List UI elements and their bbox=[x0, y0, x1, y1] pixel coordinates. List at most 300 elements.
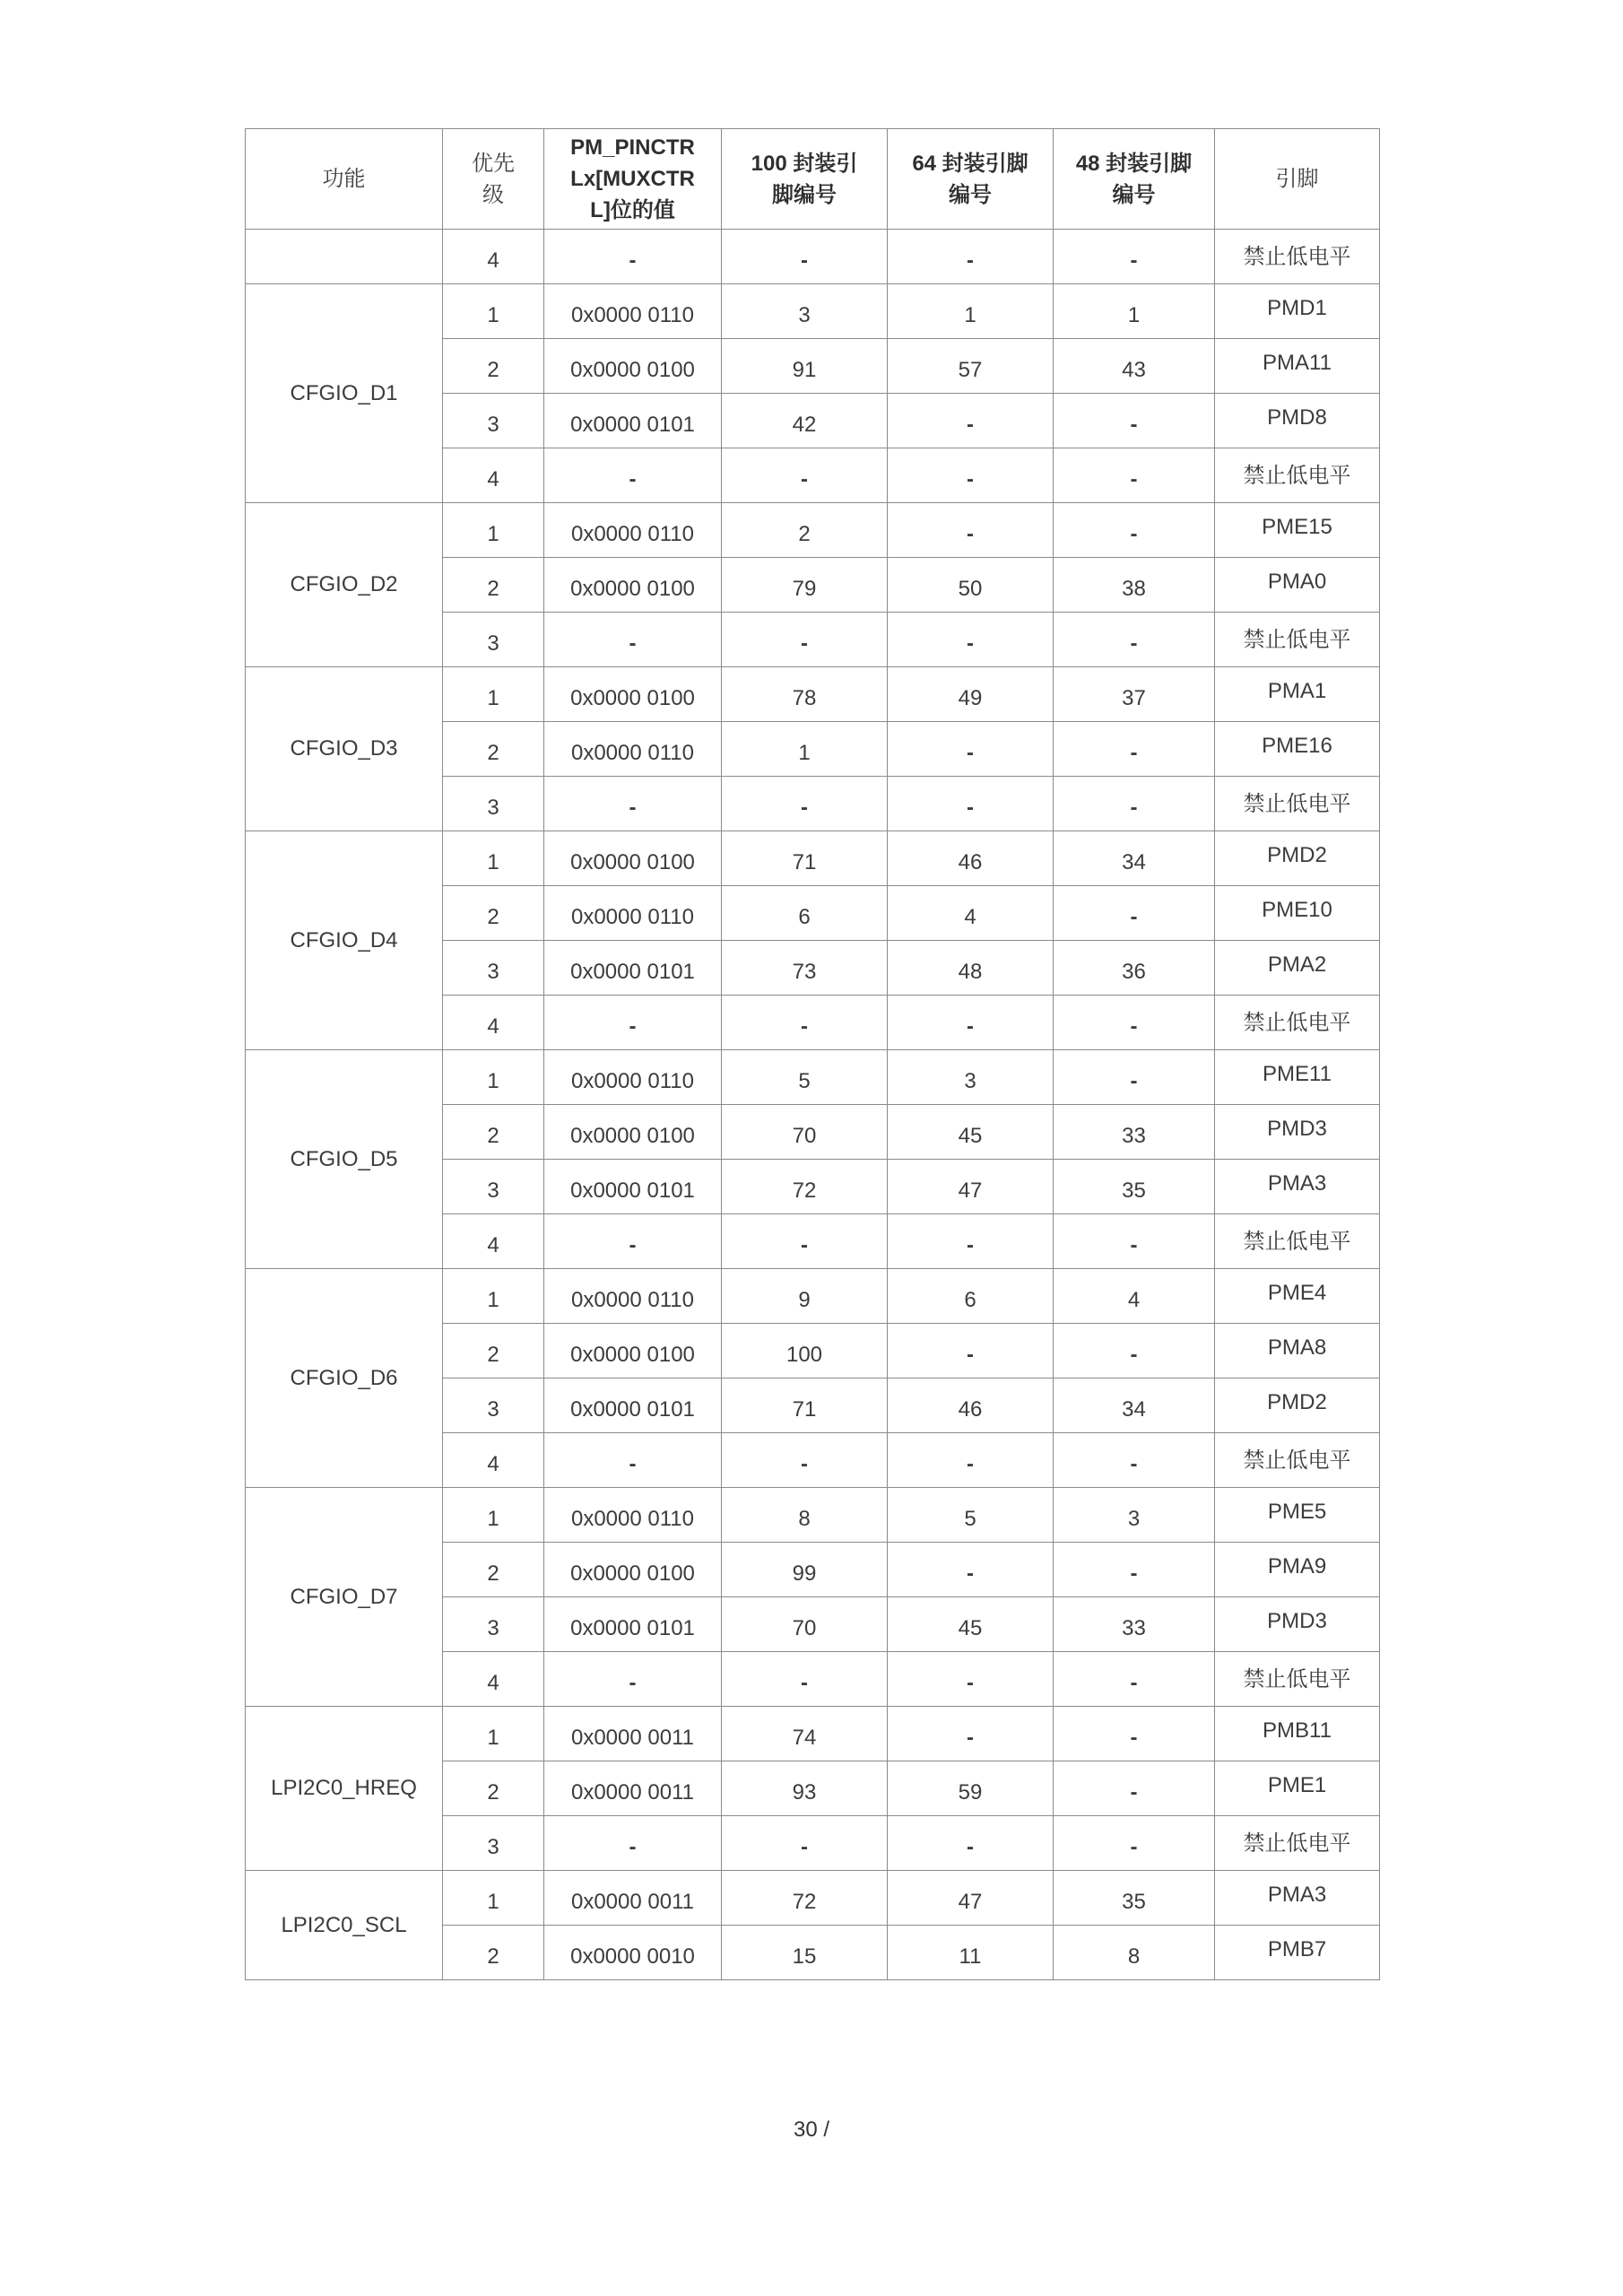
pin-cell bbox=[1215, 1488, 1380, 1543]
pkg48-text: - bbox=[1130, 1835, 1138, 1859]
pkg100-text: 99 bbox=[792, 1561, 817, 1586]
mux-value-text: 0x0000 0110 bbox=[570, 522, 694, 546]
pkg64-text: 47 bbox=[958, 1890, 983, 1914]
priority-cell bbox=[443, 941, 544, 996]
pin-text: PMA1 bbox=[1267, 679, 1327, 703]
pkg48-cell bbox=[1054, 886, 1215, 941]
priority-text: 2 bbox=[487, 1343, 499, 1367]
pkg48-text: - bbox=[1130, 796, 1138, 820]
pin-text: PMD3 bbox=[1267, 1117, 1327, 1141]
pkg100-cell bbox=[722, 1214, 888, 1269]
priority-cell bbox=[443, 1433, 544, 1488]
pin-text: 禁止低电平 bbox=[1243, 244, 1351, 269]
pkg48-cell bbox=[1054, 394, 1215, 448]
priority-cell bbox=[443, 1214, 544, 1269]
priority-text: 2 bbox=[487, 1124, 499, 1148]
priority-text: 3 bbox=[487, 413, 499, 437]
pin-text: PMA2 bbox=[1267, 952, 1327, 977]
mux-value-cell bbox=[544, 558, 722, 613]
function-name: CFGIO_D6 bbox=[290, 1365, 398, 1390]
pkg48-text: 1 bbox=[1127, 303, 1141, 327]
pkg48-cell bbox=[1054, 558, 1215, 613]
pin-text: PME16 bbox=[1262, 734, 1332, 758]
mux-value-text: - bbox=[629, 1671, 637, 1695]
pkg100-cell bbox=[722, 1816, 888, 1871]
pin-cell bbox=[1215, 284, 1380, 339]
priority-cell bbox=[443, 1543, 544, 1597]
pin-cell bbox=[1215, 394, 1380, 448]
pkg48-cell bbox=[1054, 1926, 1215, 1980]
pkg64-text: 50 bbox=[958, 577, 983, 601]
pin-cell bbox=[1215, 831, 1380, 886]
pkg64-cell bbox=[888, 1926, 1054, 1980]
priority-cell bbox=[443, 777, 544, 831]
page-number: 30 / bbox=[793, 2118, 830, 2142]
pkg100-text: 3 bbox=[798, 303, 811, 327]
pkg48-text: - bbox=[1130, 248, 1138, 273]
priority-cell bbox=[443, 1652, 544, 1707]
pkg100-cell bbox=[722, 1378, 888, 1433]
pkg64-cell bbox=[888, 1214, 1054, 1269]
pkg64-cell bbox=[888, 996, 1054, 1050]
pkg48-text: 35 bbox=[1122, 1890, 1146, 1914]
pkg100-cell bbox=[722, 1488, 888, 1543]
pkg64-cell bbox=[888, 1761, 1054, 1816]
pkg100-cell bbox=[722, 1597, 888, 1652]
function-name: CFGIO_D1 bbox=[290, 380, 398, 405]
pin-cell bbox=[1215, 1105, 1380, 1160]
pkg100-cell bbox=[722, 1269, 888, 1324]
pkg48-cell bbox=[1054, 1433, 1215, 1488]
pkg100-text: 8 bbox=[798, 1507, 811, 1531]
pin-text: 禁止低电平 bbox=[1243, 1010, 1351, 1035]
priority-cell bbox=[443, 448, 544, 503]
mux-value-text: 0x0000 0010 bbox=[570, 1944, 695, 1969]
mux-value-cell bbox=[544, 1488, 722, 1543]
pkg100-cell bbox=[722, 1761, 888, 1816]
pkg64-text: 6 bbox=[964, 1288, 976, 1312]
pkg48-text: - bbox=[1130, 1561, 1138, 1586]
function-name: CFGIO_D5 bbox=[290, 1146, 398, 1171]
mux-value-text: - bbox=[629, 631, 637, 656]
priority-text: 1 bbox=[487, 1726, 499, 1750]
mux-value-cell bbox=[544, 1597, 722, 1652]
pkg100-text: - bbox=[801, 631, 808, 656]
pin-text: PME10 bbox=[1262, 898, 1332, 922]
pkg100-text: 74 bbox=[792, 1726, 817, 1750]
pkg100-text: 42 bbox=[792, 413, 817, 437]
priority-text: 1 bbox=[487, 1288, 499, 1312]
mux-value-text: 0x0000 0101 bbox=[570, 413, 695, 437]
priority-text: 2 bbox=[487, 1561, 499, 1586]
pkg48-text: - bbox=[1130, 413, 1138, 437]
priority-cell bbox=[443, 394, 544, 448]
pkg64-text: - bbox=[967, 1014, 974, 1039]
pkg48-cell bbox=[1054, 613, 1215, 667]
pkg64-cell bbox=[888, 1543, 1054, 1597]
mux-value-cell bbox=[544, 1871, 722, 1926]
pkg100-text: 72 bbox=[792, 1178, 817, 1203]
pkg100-text: 1 bbox=[798, 741, 811, 765]
pin-text: 禁止低电平 bbox=[1243, 1666, 1351, 1692]
pkg48-cell bbox=[1054, 667, 1215, 722]
mux-value-text: 0x0000 0100 bbox=[570, 1124, 695, 1148]
pkg48-cell bbox=[1054, 1488, 1215, 1543]
mux-value-cell bbox=[544, 1816, 722, 1871]
pkg100-cell bbox=[722, 722, 888, 777]
pkg48-text: - bbox=[1130, 522, 1138, 546]
pkg48-cell bbox=[1054, 1652, 1215, 1707]
pkg48-cell bbox=[1054, 339, 1215, 394]
priority-cell bbox=[443, 886, 544, 941]
pkg48-text: - bbox=[1130, 1069, 1138, 1093]
pin-cell bbox=[1215, 777, 1380, 831]
header-priority-label: 优先 级 bbox=[472, 151, 515, 207]
pkg100-cell bbox=[722, 996, 888, 1050]
pin-cell bbox=[1215, 1871, 1380, 1926]
pkg64-cell bbox=[888, 1105, 1054, 1160]
pin-cell bbox=[1215, 722, 1380, 777]
pin-text: 禁止低电平 bbox=[1243, 627, 1351, 652]
header-function-label: 功能 bbox=[322, 167, 366, 191]
mux-value-cell bbox=[544, 1378, 722, 1433]
priority-cell bbox=[443, 1707, 544, 1761]
pkg100-text: - bbox=[801, 1014, 808, 1039]
pkg48-text: - bbox=[1130, 467, 1138, 491]
pin-cell bbox=[1215, 1652, 1380, 1707]
header-pin bbox=[1215, 129, 1380, 230]
mux-value-text: 0x0000 0101 bbox=[570, 1616, 695, 1640]
pkg100-text: 100 bbox=[785, 1343, 823, 1367]
pin-text: PMA0 bbox=[1267, 570, 1327, 594]
pkg100-cell bbox=[722, 1652, 888, 1707]
priority-text: 4 bbox=[487, 1452, 499, 1476]
mux-value-cell bbox=[544, 1926, 722, 1980]
pkg100-text: - bbox=[801, 1835, 808, 1859]
pkg64-cell bbox=[888, 667, 1054, 722]
pkg100-cell bbox=[722, 230, 888, 284]
pkg64-cell bbox=[888, 284, 1054, 339]
pkg64-text: - bbox=[967, 1561, 974, 1586]
pin-mux-table bbox=[245, 128, 1380, 1980]
pkg48-text: 37 bbox=[1122, 686, 1146, 710]
pin-cell bbox=[1215, 1324, 1380, 1378]
pkg48-cell bbox=[1054, 448, 1215, 503]
pkg64-cell bbox=[888, 1652, 1054, 1707]
pkg64-cell bbox=[888, 230, 1054, 284]
mux-value-text: 0x0000 0110 bbox=[570, 303, 694, 327]
pkg64-text: 46 bbox=[958, 1397, 983, 1422]
pin-cell bbox=[1215, 1543, 1380, 1597]
pkg48-text: - bbox=[1130, 905, 1138, 929]
mux-value-cell bbox=[544, 503, 722, 558]
pin-cell bbox=[1215, 886, 1380, 941]
priority-text: 3 bbox=[487, 1178, 499, 1203]
pkg48-text: 3 bbox=[1127, 1507, 1141, 1531]
pkg48-text: - bbox=[1130, 1233, 1138, 1257]
priority-text: 3 bbox=[487, 960, 499, 984]
mux-value-text: 0x0000 0100 bbox=[570, 686, 695, 710]
mux-value-text: - bbox=[629, 1233, 637, 1257]
pkg100-cell bbox=[722, 558, 888, 613]
priority-text: 2 bbox=[487, 905, 499, 929]
function-name: CFGIO_D3 bbox=[290, 736, 398, 761]
mux-value-cell bbox=[544, 722, 722, 777]
pkg100-text: 72 bbox=[792, 1890, 817, 1914]
priority-text: 1 bbox=[487, 850, 499, 874]
mux-value-text: - bbox=[629, 1014, 637, 1039]
mux-value-text: 0x0000 0100 bbox=[570, 1343, 695, 1367]
pin-cell bbox=[1215, 1597, 1380, 1652]
priority-cell bbox=[443, 230, 544, 284]
pin-text: PMA11 bbox=[1263, 351, 1332, 375]
pkg100-cell bbox=[722, 831, 888, 886]
pkg64-text: - bbox=[967, 1726, 974, 1750]
pkg48-text: 34 bbox=[1122, 850, 1146, 874]
pkg64-text: 57 bbox=[958, 358, 983, 382]
header-pkg64-label: 64 封装引脚 编号 bbox=[912, 151, 1028, 207]
pin-cell bbox=[1215, 558, 1380, 613]
table-row bbox=[246, 1488, 1380, 1543]
pkg64-text: 4 bbox=[964, 905, 976, 929]
pkg48-cell bbox=[1054, 1050, 1215, 1105]
pkg64-cell bbox=[888, 941, 1054, 996]
pkg100-text: 93 bbox=[792, 1780, 817, 1805]
mux-value-cell bbox=[544, 1707, 722, 1761]
pkg48-text: - bbox=[1130, 631, 1138, 656]
pkg100-cell bbox=[722, 1871, 888, 1926]
mux-value-text: 0x0000 0101 bbox=[570, 1397, 695, 1422]
mux-value-cell bbox=[544, 1050, 722, 1105]
pkg64-cell bbox=[888, 1324, 1054, 1378]
mux-value-cell bbox=[544, 1652, 722, 1707]
pkg48-cell bbox=[1054, 941, 1215, 996]
header-muxctrl bbox=[544, 129, 722, 230]
pkg64-cell bbox=[888, 448, 1054, 503]
priority-text: 2 bbox=[487, 577, 499, 601]
header-pkg48-label: 48 封装引脚 编号 bbox=[1075, 151, 1193, 207]
pkg48-text: - bbox=[1130, 1780, 1138, 1805]
pkg48-cell bbox=[1054, 1597, 1215, 1652]
pkg100-text: 91 bbox=[792, 358, 817, 382]
priority-cell bbox=[443, 1324, 544, 1378]
pkg48-cell bbox=[1054, 503, 1215, 558]
priority-cell bbox=[443, 613, 544, 667]
pin-text: PMD8 bbox=[1267, 405, 1327, 430]
header-muxctrl-label: PM_PINCTR Lx[MUXCTR L]位的值 bbox=[570, 135, 695, 222]
mux-value-cell bbox=[544, 886, 722, 941]
priority-text: 4 bbox=[487, 467, 499, 491]
pkg100-cell bbox=[722, 1160, 888, 1214]
pkg100-text: 78 bbox=[792, 686, 817, 710]
pkg64-text: 59 bbox=[958, 1780, 983, 1805]
function-cell bbox=[246, 667, 443, 831]
pkg48-text: - bbox=[1130, 1343, 1138, 1367]
mux-value-text: 0x0000 0011 bbox=[570, 1726, 694, 1750]
function-name: LPI2C0_SCL bbox=[281, 1912, 407, 1937]
mux-value-text: 0x0000 0011 bbox=[570, 1890, 694, 1914]
pkg48-text: 4 bbox=[1127, 1288, 1141, 1312]
pin-cell bbox=[1215, 613, 1380, 667]
pkg48-text: - bbox=[1130, 1014, 1138, 1039]
header-pkg64 bbox=[888, 129, 1054, 230]
pin-text: 禁止低电平 bbox=[1243, 1831, 1351, 1856]
function-cell bbox=[246, 831, 443, 1050]
pkg48-cell bbox=[1054, 230, 1215, 284]
priority-text: 3 bbox=[487, 1616, 499, 1640]
pkg100-text: 71 bbox=[792, 850, 817, 874]
priority-cell bbox=[443, 503, 544, 558]
pkg64-text: 47 bbox=[958, 1178, 983, 1203]
priority-text: 2 bbox=[487, 741, 499, 765]
mux-value-text: 0x0000 0110 bbox=[570, 1069, 694, 1093]
pkg100-cell bbox=[722, 1324, 888, 1378]
priority-cell bbox=[443, 558, 544, 613]
priority-cell bbox=[443, 1597, 544, 1652]
pin-text: PMA9 bbox=[1267, 1554, 1327, 1578]
pin-text: PME4 bbox=[1267, 1281, 1327, 1305]
function-cell bbox=[246, 1269, 443, 1488]
pkg64-text: - bbox=[967, 1343, 974, 1367]
priority-text: 1 bbox=[487, 522, 499, 546]
priority-cell bbox=[443, 1160, 544, 1214]
mux-value-text: 0x0000 0100 bbox=[570, 850, 695, 874]
pkg64-text: - bbox=[967, 248, 974, 273]
pkg64-cell bbox=[888, 1488, 1054, 1543]
pin-text: PMA3 bbox=[1267, 1883, 1327, 1907]
mux-value-text: 0x0000 0110 bbox=[570, 905, 694, 929]
table-row bbox=[246, 230, 1380, 284]
mux-value-text: - bbox=[629, 1452, 637, 1476]
priority-text: 1 bbox=[487, 303, 499, 327]
priority-cell bbox=[443, 284, 544, 339]
pkg100-text: - bbox=[801, 796, 808, 820]
priority-text: 1 bbox=[487, 1890, 499, 1914]
pkg64-text: - bbox=[967, 467, 974, 491]
pkg48-text: 33 bbox=[1122, 1124, 1146, 1148]
mux-value-cell bbox=[544, 1761, 722, 1816]
mux-value-cell bbox=[544, 1214, 722, 1269]
mux-value-text: - bbox=[629, 248, 637, 273]
pin-cell bbox=[1215, 941, 1380, 996]
pkg100-text: 2 bbox=[798, 522, 811, 546]
pkg48-cell bbox=[1054, 831, 1215, 886]
table-header bbox=[246, 129, 1380, 230]
header-pkg100 bbox=[722, 129, 888, 230]
pin-text: 禁止低电平 bbox=[1243, 791, 1351, 816]
mux-value-cell bbox=[544, 996, 722, 1050]
function-cell bbox=[246, 503, 443, 667]
pkg64-cell bbox=[888, 886, 1054, 941]
pkg48-cell bbox=[1054, 722, 1215, 777]
pkg64-text: - bbox=[967, 1452, 974, 1476]
function-cell bbox=[246, 1871, 443, 1980]
pkg100-cell bbox=[722, 941, 888, 996]
pin-cell bbox=[1215, 1433, 1380, 1488]
mux-value-cell bbox=[544, 1105, 722, 1160]
mux-value-text: 0x0000 0101 bbox=[570, 960, 695, 984]
table-row bbox=[246, 831, 1380, 886]
mux-value-cell bbox=[544, 1433, 722, 1488]
header-pin-label: 引脚 bbox=[1275, 167, 1319, 191]
mux-value-text: - bbox=[629, 467, 637, 491]
pkg100-text: 6 bbox=[798, 905, 811, 929]
pin-text: PME15 bbox=[1262, 515, 1332, 539]
priority-cell bbox=[443, 722, 544, 777]
pkg48-cell bbox=[1054, 1871, 1215, 1926]
function-cell bbox=[246, 230, 443, 284]
pkg100-cell bbox=[722, 1926, 888, 1980]
priority-text: 3 bbox=[487, 796, 499, 820]
pkg48-cell bbox=[1054, 777, 1215, 831]
mux-value-cell bbox=[544, 339, 722, 394]
pkg48-text: 36 bbox=[1122, 960, 1146, 984]
mux-value-text: 0x0000 0011 bbox=[570, 1780, 694, 1805]
pkg64-cell bbox=[888, 558, 1054, 613]
pin-cell bbox=[1215, 1926, 1380, 1980]
pkg48-cell bbox=[1054, 1707, 1215, 1761]
pkg64-cell bbox=[888, 339, 1054, 394]
mux-value-text: 0x0000 0100 bbox=[570, 358, 695, 382]
priority-cell bbox=[443, 1816, 544, 1871]
function-cell bbox=[246, 1488, 443, 1707]
table-row bbox=[246, 1707, 1380, 1761]
mux-value-cell bbox=[544, 1269, 722, 1324]
pkg100-text: 71 bbox=[792, 1397, 817, 1422]
priority-text: 2 bbox=[487, 1944, 499, 1969]
pkg100-text: 5 bbox=[798, 1069, 811, 1093]
priority-text: 2 bbox=[487, 1780, 499, 1805]
header-pkg100-label: 100 封装引 脚编号 bbox=[751, 151, 858, 207]
pkg48-cell bbox=[1054, 1761, 1215, 1816]
pin-text: PMD2 bbox=[1267, 1390, 1327, 1414]
pkg100-text: 73 bbox=[792, 960, 817, 984]
priority-text: 2 bbox=[487, 358, 499, 382]
header-row bbox=[246, 129, 1380, 230]
mux-value-text: 0x0000 0101 bbox=[570, 1178, 695, 1203]
priority-cell bbox=[443, 1488, 544, 1543]
pkg100-text: 70 bbox=[792, 1616, 817, 1640]
priority-text: 3 bbox=[487, 1835, 499, 1859]
pkg64-text: - bbox=[967, 631, 974, 656]
pkg100-text: - bbox=[801, 1671, 808, 1695]
pkg64-cell bbox=[888, 1378, 1054, 1433]
pkg48-cell bbox=[1054, 1160, 1215, 1214]
pkg100-cell bbox=[722, 1105, 888, 1160]
pin-cell bbox=[1215, 1761, 1380, 1816]
pin-text: 禁止低电平 bbox=[1243, 463, 1351, 488]
pkg48-text: 38 bbox=[1122, 577, 1146, 601]
priority-text: 1 bbox=[487, 1507, 499, 1531]
table-row bbox=[246, 1050, 1380, 1105]
pkg64-text: - bbox=[967, 1233, 974, 1257]
priority-text: 4 bbox=[487, 248, 499, 273]
pkg100-cell bbox=[722, 886, 888, 941]
priority-cell bbox=[443, 667, 544, 722]
table-row bbox=[246, 284, 1380, 339]
pkg100-text: 15 bbox=[792, 1944, 817, 1969]
priority-cell bbox=[443, 996, 544, 1050]
mux-value-text: - bbox=[629, 796, 637, 820]
mux-value-cell bbox=[544, 1160, 722, 1214]
pkg64-text: - bbox=[967, 741, 974, 765]
pkg64-cell bbox=[888, 1160, 1054, 1214]
pkg48-cell bbox=[1054, 996, 1215, 1050]
priority-text: 4 bbox=[487, 1233, 499, 1257]
pkg48-cell bbox=[1054, 1105, 1215, 1160]
pkg64-cell bbox=[888, 777, 1054, 831]
function-name: CFGIO_D2 bbox=[290, 572, 398, 596]
